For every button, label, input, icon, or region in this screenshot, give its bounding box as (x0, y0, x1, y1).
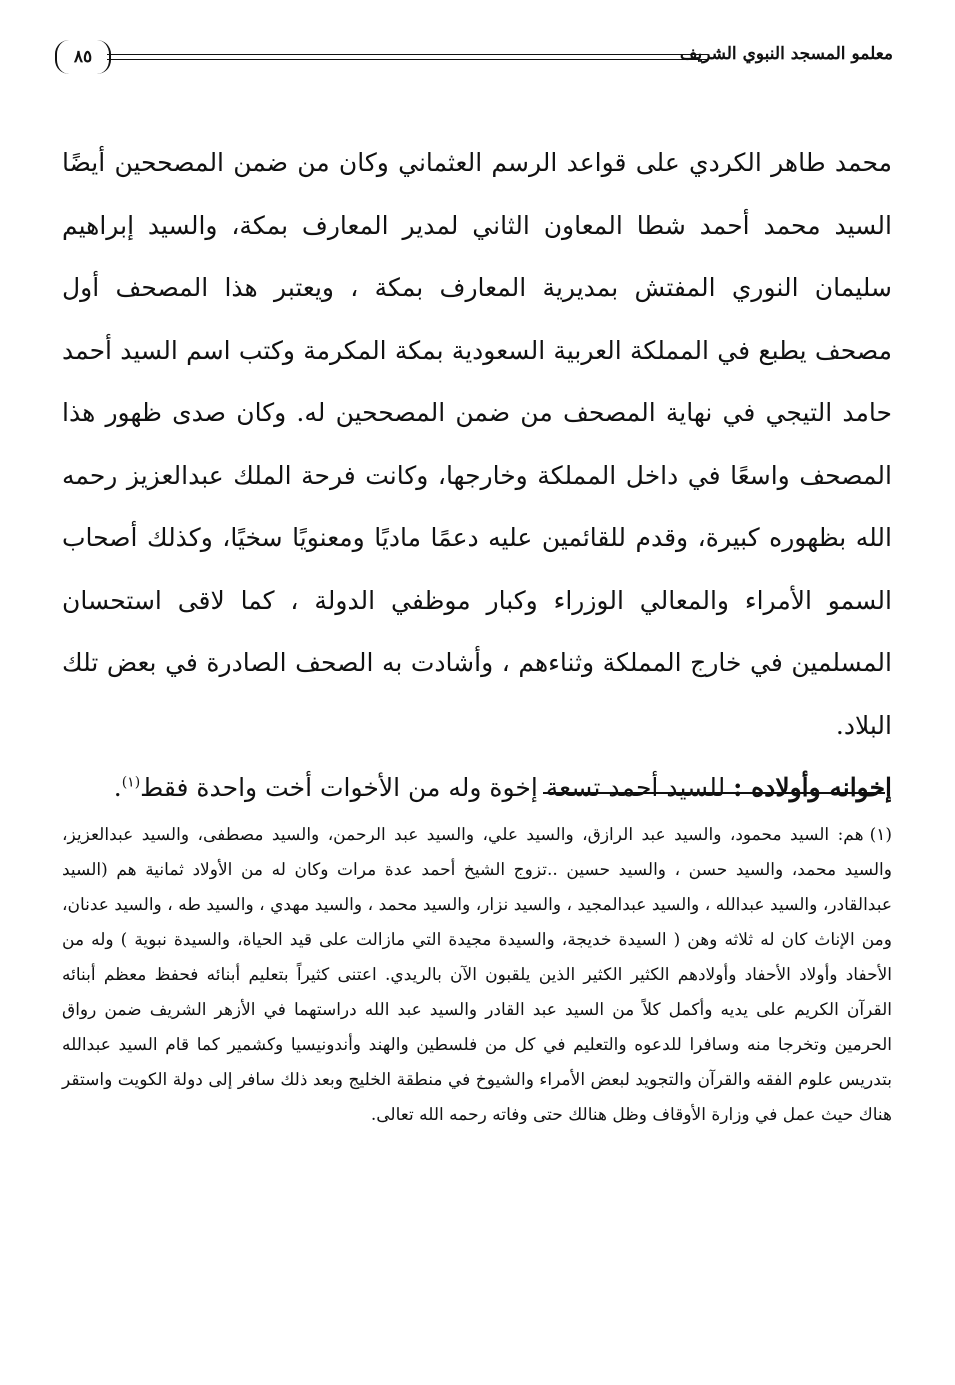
page-number: ٨٥ (55, 40, 111, 74)
body-paragraph: محمد طاهر الكردي على قواعد الرسم العثماني وكان من ضمن المصححين أيضًا السيد محمد أحمد شطا المعاون الثاني لمدير المعارف بمكة، والسيد إبراهيم سليمان النوري المفتش بمديرية المعارف بمكة ، ويعتبر هذا المصحف أول مصحف يطبع في المملكة العربية السعودية بمكة المكرمة وكتب اسم السيد أحمد حامد التيجي في نهاية المصحف من ضمن المصححين له. وكان صدى ظهور هذا المصحف واسعًا في داخل المملكة وخارجها، وكانت فرحة الملك عبدالعزيز رحمه الله بظهوره كبيرة، وقدم للقائمين عليه دعمًا ماديًا ومعنويًا سخيًا، وكذلك أصحاب السمو الأمراء والمعالي الوزراء وكبار موظفي الدولة ، كما لاقى استحسان المسلمين في خارج المملكة وثناءهم ، وأشادت به الصحف الصادرة في بعض تلك البلاد. (62, 148, 892, 740)
footnote-separator (543, 792, 885, 794)
running-header (55, 40, 893, 80)
section-paragraph (62, 757, 892, 820)
section-text: للسيد أحمد تسعة إخوة وله من الأخوات أخت واحدة فقط (140, 773, 726, 802)
footnote-paragraph (62, 818, 892, 1133)
running-title: معلمو المسجد النبوي الشريف (679, 44, 893, 64)
footnote (62, 818, 892, 1133)
header-double-rule (107, 54, 708, 60)
section-heading: إخوانه وأولاده : (733, 773, 892, 802)
main-text (62, 132, 892, 820)
section-end: . (113, 773, 122, 802)
footnote-text: هم: السيد محمود، والسيد عبد الرازق، والسيد علي، والسيد عبد الرحمن، والسيد مصطفى، والسيد عبدالعزيز، والسيد محمد، والسيد حسن ، والسيد حسين ..تزوج الشيخ أحمد عدة مرات وكان له من الأولاد ثمانية هم (السيد عبدالقادر، والسيد عبدالله ، والسيد عبدالمجيد ، والسيد نزار، والسيد محمد ، والسيد مهدي ، والسيد طه ، والسيد عدنان، ومن الإناث كان له ثلاثه وهن ( السيدة خديجة، والسيدة مجيدة التي مازالت على قيد الحياة، والسيدة نبوية ) وله من الأحفاد وأولاد الأحفاد وأولادهم الكثير الكثير الذين يلقبون الآن بالريدي. اعتنى كثيراً بتعليم أبنائه فحفظ معظم أبنائه القرآن الكريم على يديه وأكمل كلاً من السيد عبد القادر والسيد عبد الله دراستهما في الأزهر الشريف ضمن رواق الحرمين وتخرجا منه وسافرا للدعوه والتعليم في كل من فلسطين والهند وأندونيسيا وكشمير كما قام السيد عبدالله بتدريس علوم الفقه والقرآن والتجويد لبعض الأمراء والشيوخ في منطقة الخليج وبعد ذلك سافر إلى دولة الكويت واستقر هناك حيث عمل في وزارة الأوقاف وظل هنالك حتى وفاته رحمه الله تعالى. (62, 825, 892, 1125)
footnote-reference: (١) (121, 774, 141, 791)
footnote-marker: (١) (869, 825, 892, 845)
